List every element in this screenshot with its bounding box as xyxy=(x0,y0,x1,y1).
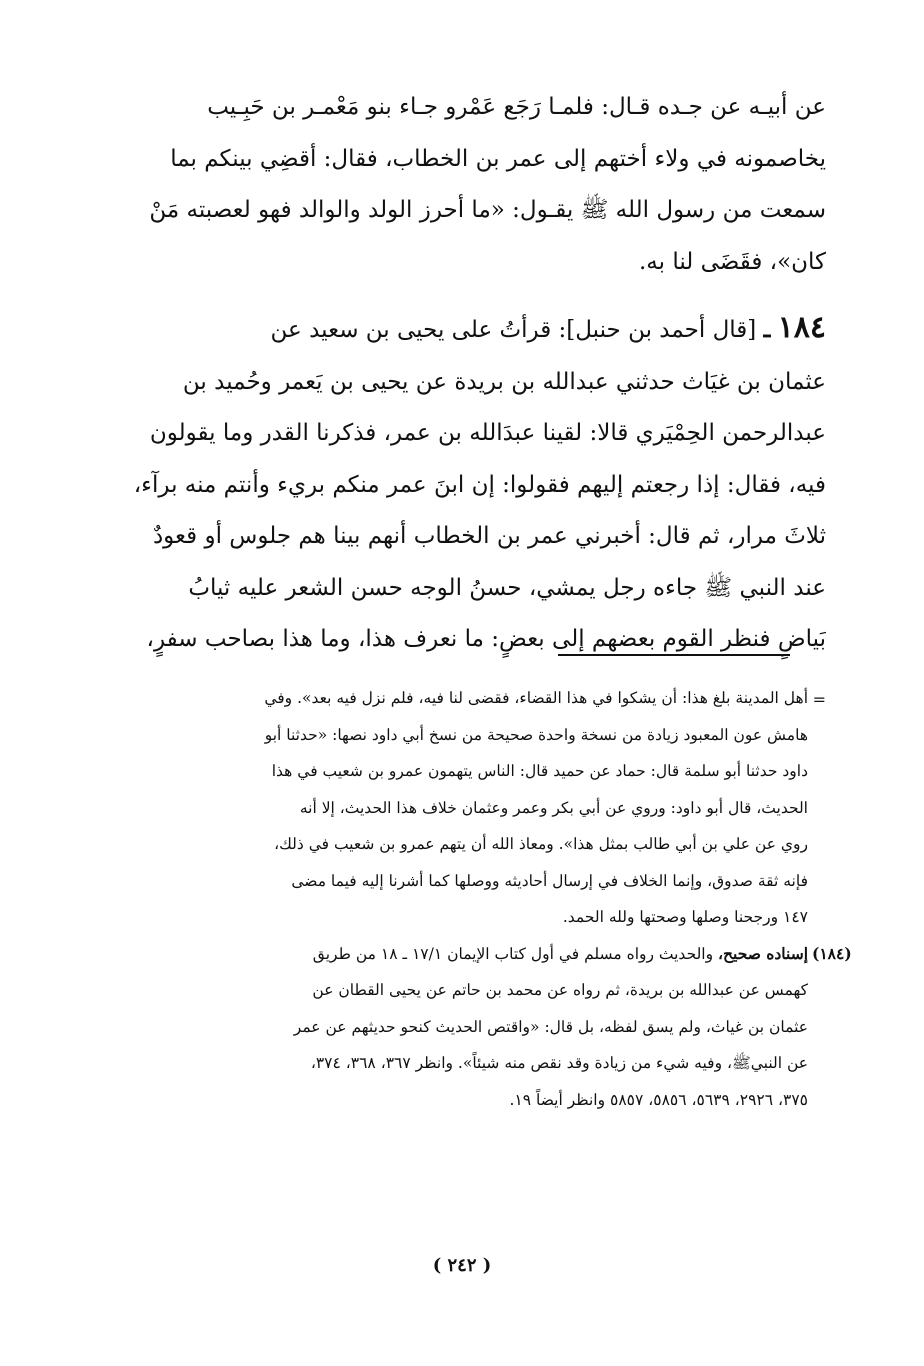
footnote-continued xyxy=(86,680,826,936)
hadith-line: عبدالرحمن الحِمْيَري قالا: لقينا عبدَالله بن عمر، فذكرنا القدر وما يقولون xyxy=(149,420,826,446)
footnote-line: ٣٧٥، ٢٩٢٦، ٥٦٣٩، ٥٨٥٦، ٥٨٥٧ وانظر أيضاً ١٩. xyxy=(509,1090,808,1109)
hadith-dash: ـ xyxy=(763,316,771,343)
footnote-line: كهمس عن عبدالله بن بريدة، ثم رواه عن محمد بن حاتم عن يحيى القطان عن xyxy=(312,981,808,999)
text-line: عن أبيـه عن جـده قـال: فلمـا رَجَع عَمْرو جـاء بنو مَعْمـر بن حَبِـيب xyxy=(207,94,826,120)
hadith-heading-line xyxy=(86,302,826,357)
footnote-line: الحديث، قال أبو داود: وروي عن أبي بكر وعمر وعثمان خلاف هذا الحديث، إلا أنه xyxy=(299,798,808,817)
footnote-separator xyxy=(558,654,790,656)
footnote-line: عثمان بن غياث، ولم يسق لفظه، بل قال: «واقتص الحديث كنحو حديثهم عن عمر xyxy=(293,1017,808,1036)
text-line: سمعت من رسول الله ﷺ يقـول: «ما أحرز الولد والوالد فهو لعصبته مَنْ xyxy=(149,197,826,223)
hadith-line: عثمان بن غيَاث حدثني عبدالله بن بريدة عن يحيى بن يَعمر وحُميد بن xyxy=(182,368,826,395)
footnote-line: أهل المدينة بلغ هذا: أن يشكوا في هذا القضاء، فقضى لنا فيه، فلم نزل فيه بعد». وفي xyxy=(264,689,808,707)
footnote-line: داود حدثنا أبو سلمة قال: حماد عن حميد قال: الناس يتهمون عمرو بن شعيب في هذا xyxy=(271,762,808,780)
footnote-line: هامش عون المعبود زيادة من نسخة واحدة صحيحة من نسخ أبي داود نصها: «حدثنا أبو xyxy=(264,725,808,744)
main-text xyxy=(86,82,826,666)
hadith-first-line: [قال أحمد بن حنبل]: قرأتُ على يحيى بن سعيد عن xyxy=(270,317,757,343)
footnote-line: عن النبيﷺ، وفيه شيء من زيادة وقد نقص منه شيئاً». وانظر ٣٦٧، ٣٦٨، ٣٧٤، xyxy=(310,1054,808,1072)
hadith-line: ثلاثَ مرار، ثم قال: أخبرني عمر بن الخطاب أنهم بينا هم جلوس أو قعودٌ xyxy=(152,523,826,549)
hadith-line: فيه، فقال: إذا رجعتم إليهم فقولوا: إن ابنَ عمر منكم بريء وأنتم منه برآء، xyxy=(133,471,826,498)
footnote-bold-label: إسناده صحيح، xyxy=(718,943,808,963)
continuation-mark: = xyxy=(812,690,826,709)
footnote-line: ١٤٧ ورجحنا وصلها وصحتها ولله الحمد. xyxy=(562,908,808,926)
footnote-number: (١٨٤) xyxy=(812,943,852,963)
text-line: كان»، فقَضَى لنا به. xyxy=(638,248,826,275)
footnote-line xyxy=(86,936,808,973)
hadith-number: ١٨٤ xyxy=(777,310,826,345)
footnote-line: روي عن علي بن أبي طالب بمثل هذا». ومعاذ الله أن يتهم عمرو بن شعيب في ذلك، xyxy=(274,835,808,853)
text-line: يخاصمونه في ولاء أختهم إلى عمر بن الخطاب، فقال: أقضِي بينكم بما xyxy=(170,145,826,172)
footnote-first-line: والحديث رواه مسلم في أول كتاب الإيمان ١٧/١ ـ ١٨ من طريق xyxy=(312,944,714,963)
hadith-line: عند النبي ﷺ جاءه رجل يمشي، حسنُ الوجه حسن الشعر عليه ثيابُ xyxy=(188,574,826,601)
footnotes xyxy=(86,680,852,1118)
hadith-line: بَياضٍ فنظر القوم بعضهم إلى بعضٍ: ما نعرف هذا، وما هذا بصاحب سفرٍ، xyxy=(146,626,826,652)
footnote-line: فإنه ثقة صدوق، وإنما الخلاف في إرسال أحاديثه ووصلها كما أشرنا إليه فيما مضى xyxy=(291,871,808,890)
page-number: ( ٢٤٢ ) xyxy=(432,1255,492,1276)
footnote-184 xyxy=(86,936,852,1119)
